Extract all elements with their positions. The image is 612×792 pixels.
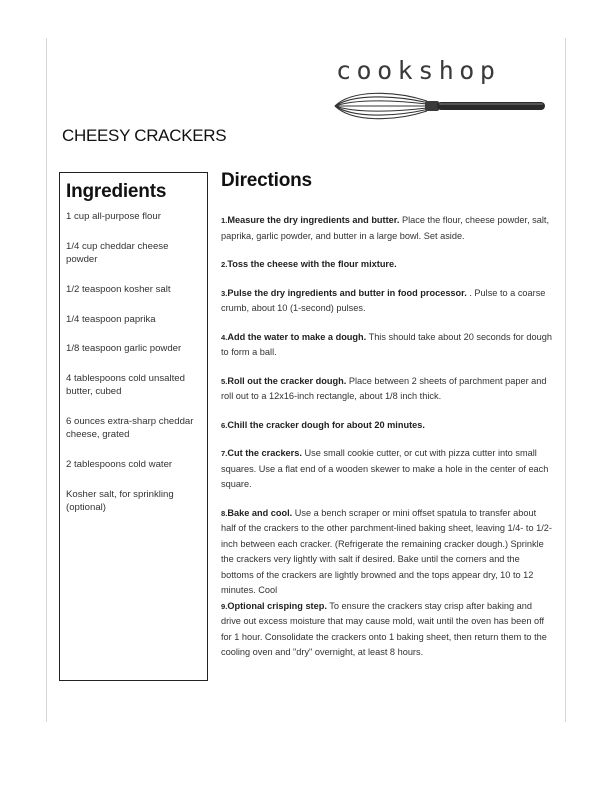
ingredient-item: 1/8 teaspoon garlic powder <box>66 343 182 355</box>
brand-logo-text: cookshop <box>336 56 501 85</box>
direction-step-2 <box>221 257 553 273</box>
right-margin-rule <box>565 38 566 722</box>
ingredient-item: 1/4 cup cheddar cheese powder <box>66 240 169 266</box>
step-text: Place the flour, cheese powder, salt, paprika, garlic powder, and butter in a large bowl. Set aside. <box>221 215 550 241</box>
ingredient-item: 1/4 teaspoon paprika <box>66 313 156 325</box>
ingredient-item: 4 tablespoons cold unsalted butter, cubed <box>66 372 185 398</box>
ingredient-item: 1/2 teaspoon kosher salt <box>66 283 171 295</box>
recipe-title: CHEESY CRACKERS <box>62 126 227 145</box>
step-title: Measure the dry ingredients and butter. <box>227 215 400 225</box>
step-number: 9. <box>221 601 228 611</box>
ingredient-item: 2 tablespoons cold water <box>66 459 173 471</box>
ingredients-heading: Ingredients <box>66 181 167 202</box>
step-title: Optional crisping step. <box>227 600 327 611</box>
step-number: 4. <box>221 332 228 342</box>
direction-step-6 <box>221 418 553 434</box>
left-margin-rule <box>46 38 47 722</box>
direction-step-8 <box>221 506 553 599</box>
direction-step-4 <box>221 330 553 361</box>
step-title: Chill the cracker dough for about 20 minutes. <box>227 419 425 430</box>
ingredients-list <box>66 210 207 515</box>
directions-heading: Directions <box>221 170 312 191</box>
direction-step-5 <box>221 374 553 405</box>
step-number: 1. <box>221 216 228 225</box>
step-text: . Pulse to a coarse crumb, about 10 (1-second) pulses. <box>221 287 546 313</box>
ingredient-item: Kosher salt, for sprinkling (optional) <box>66 488 174 514</box>
step-text: To ensure the crackers stay crisp after baking and drive out excess moisture that may cause mold, wait until the oven has been off for 1 hour. Consolidate the crackers onto 1 baking sheet, then return them to the cooling oven and "dry" overnight, at least 8 hours. <box>221 600 547 657</box>
step-title: Roll out the cracker dough. <box>227 375 347 386</box>
step-text: Use small cookie cutter, or cut with pizza cutter into small squares. Use a flat end of a wooden skewer to make a hole in the center of each square. <box>221 448 549 489</box>
step-number: 6. <box>221 420 228 430</box>
direction-step-1 <box>221 213 553 244</box>
ingredients-panel <box>59 172 208 681</box>
step-text: Place between 2 sheets of parchment paper and roll out to a 12x16-inch rectangle, about 1/8 inch thick. <box>221 375 547 401</box>
ingredient-item: 1 cup all-purpose flour <box>66 211 161 222</box>
step-number: 5. <box>221 376 228 386</box>
direction-step-9 <box>221 599 553 661</box>
step-number: 7. <box>221 449 228 458</box>
direction-step-7 <box>221 446 553 493</box>
step-title: Cut the crackers. <box>227 448 302 458</box>
step-title: Bake and cool. <box>227 507 293 518</box>
ingredient-item: 6 ounces extra-sharp cheddar cheese, grated <box>66 416 194 441</box>
step-text: Use a bench scraper or mini offset spatula to transfer about half of the crackers to the other parchment-lined baking sheet, leaving 1/4- to 1/2-inch between each cracker. (Refrigerate the remaining cracker dough.) Sprinkle the crackers very lightly with salt if desired. Bake until the corners and the bottoms of the crackers are lightly browned and the tops appear dry, 10 to 12 minutes. Cool <box>221 507 552 595</box>
whisk-icon <box>331 86 547 126</box>
directions-section <box>221 170 553 661</box>
direction-step-3 <box>221 286 553 317</box>
step-title: Pulse the dry ingredients and butter in food processor. <box>227 287 467 298</box>
step-text: This should take about 20 seconds for dough to form a ball. <box>221 331 552 357</box>
step-title: Add the water to make a dough. <box>227 331 367 342</box>
step-number: 8. <box>221 508 228 518</box>
step-number: 3. <box>221 288 228 298</box>
step-number: 2. <box>221 260 228 269</box>
step-title: Toss the cheese with the flour mixture. <box>227 259 397 269</box>
